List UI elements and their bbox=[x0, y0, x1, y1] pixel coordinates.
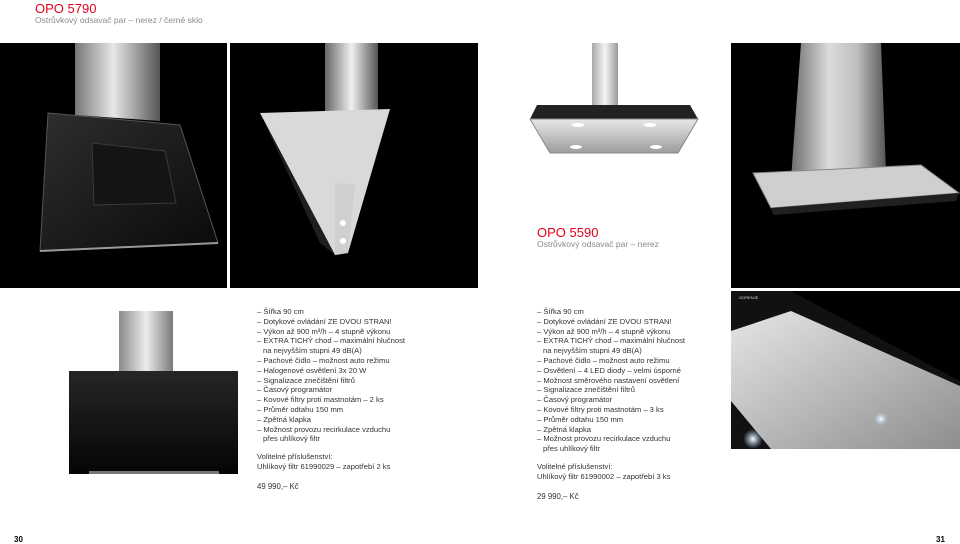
spec-item: – Možnost provozu recirkulace vzduchu bbox=[257, 424, 391, 434]
spec-item: – Dotykové ovládání ZE DVOU STRAN! bbox=[257, 316, 392, 326]
brand-logo: GORENJE bbox=[739, 295, 759, 300]
left-product-title: OPO 5790 bbox=[35, 1, 97, 16]
accessory-line: Uhlíkový filtr 61990002 – zapotřebí 3 ks bbox=[537, 471, 671, 481]
spec-item: – Šířka 90 cm bbox=[537, 307, 584, 316]
spec-item: – Signalizace znečištění filtrů bbox=[537, 385, 635, 395]
spec-item: přes uhlíkový filtr bbox=[543, 444, 600, 454]
spec-item: – Kovové filtry proti mastnotám – 2 ks bbox=[257, 395, 384, 405]
page-number-left: 30 bbox=[14, 535, 23, 544]
spec-item: – Výkon až 900 m³/h – 4 stupně výkonu bbox=[537, 326, 671, 336]
spec-item: – Signalizace znečištění filtrů bbox=[257, 375, 355, 385]
spec-item: – Šířka 90 cm bbox=[257, 307, 304, 316]
spec-item: – Halogenové osvětlení 3x 20 W bbox=[257, 365, 367, 375]
spec-item: – Časový programátor bbox=[257, 385, 333, 395]
spec-item: – Pachové čidlo – možnost auto režimu bbox=[537, 355, 670, 365]
spec-item: – EXTRA TICHÝ chod – maximální hlučnost bbox=[257, 336, 405, 346]
page-number-right: 31 bbox=[936, 535, 945, 544]
photo-opo5590-angled bbox=[731, 43, 960, 288]
left-price: 49 990,– Kč bbox=[257, 482, 299, 491]
photo-opo5590-front bbox=[480, 43, 728, 228]
spec-item: – Zpětná klapka bbox=[257, 414, 312, 424]
spec-item: – EXTRA TICHÝ chod – maximální hlučnost bbox=[537, 336, 685, 346]
spec-item: na nejvyšším stupni 49 dB(A) bbox=[543, 346, 642, 356]
left-spec-list bbox=[257, 307, 405, 472]
spec-item: – Časový programátor bbox=[537, 395, 613, 405]
right-spec-list bbox=[537, 307, 685, 482]
spec-item: – Průměr odtahu 150 mm bbox=[257, 404, 344, 414]
spec-item: – Výkon až 900 m³/h – 4 stupně výkonu bbox=[257, 326, 391, 336]
spec-item: – Dotykové ovládání ZE DVOU STRAN! bbox=[537, 316, 672, 326]
spec-item: – Možnost směrového nastavení osvětlení bbox=[537, 375, 680, 385]
spec-item: – Pachové čidlo – možnost auto režimu bbox=[257, 355, 390, 365]
spec-item: na nejvyšším stupni 49 dB(A) bbox=[263, 346, 362, 356]
spec-item: – Kovové filtry proti mastnotám – 3 ks bbox=[537, 404, 664, 414]
spec-item: – Osvětlení – 4 LED diody – velmi úsporné bbox=[537, 365, 681, 375]
right-product-title: OPO 5590 bbox=[537, 225, 599, 240]
accessory-line: Uhlíkový filtr 61990029 – zapotřebí 2 ks bbox=[257, 461, 391, 471]
spec-item: – Možnost provozu recirkulace vzduchu bbox=[537, 434, 671, 444]
spec-item: – Průměr odtahu 150 mm bbox=[537, 414, 624, 424]
left-product-subtitle: Ostrůvkový odsavač par – nerez / černé sklo bbox=[35, 15, 203, 25]
photo-opo5590-led-detail bbox=[731, 291, 960, 449]
accessory-heading: Volitelné příslušenství: bbox=[537, 461, 613, 471]
right-price: 29 990,– Kč bbox=[537, 492, 579, 501]
right-product-subtitle: Ostrůvkový odsavač par – nerez bbox=[537, 239, 659, 249]
photo-opo5790-side bbox=[230, 43, 478, 288]
accessory-heading: Volitelné příslušenství: bbox=[257, 452, 333, 462]
photo-opo5790-front bbox=[69, 311, 238, 474]
spec-item: – Zpětná klapka bbox=[537, 424, 592, 434]
photo-opo5790-angled bbox=[0, 43, 227, 288]
spec-item: přes uhlíkový filtr bbox=[263, 434, 320, 444]
